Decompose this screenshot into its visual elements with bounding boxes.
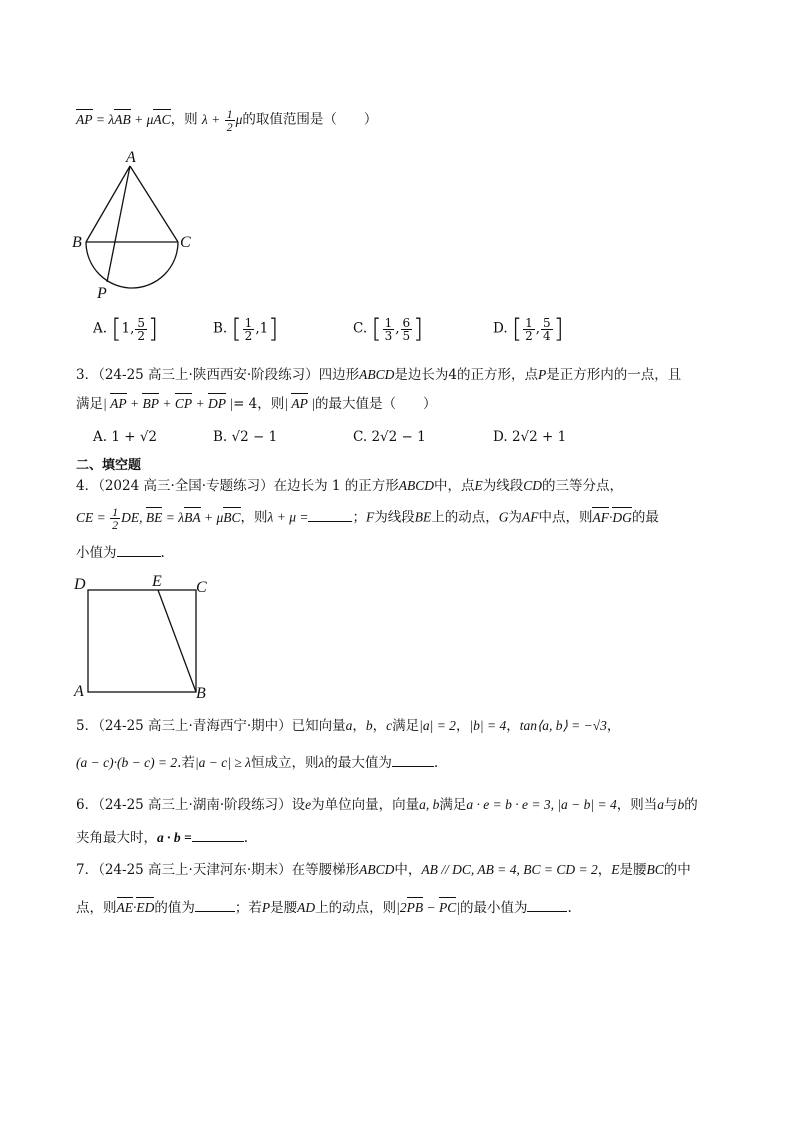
q5-vc: c	[386, 718, 393, 733]
q6-answer-blank[interactable]	[192, 827, 244, 842]
q7-line2a: 点，则	[76, 900, 117, 916]
q7-answer-blank-2[interactable]	[527, 897, 567, 912]
q4-label-e: E	[152, 573, 162, 590]
q4-condition: CE = $\frac{1}{2}$ DE, BE = λBA + μBC	[76, 505, 241, 532]
q4-line2-mid: ，则	[240, 509, 268, 526]
q4-answer-blank-2[interactable]	[117, 542, 161, 557]
q4-seg-af: AF	[521, 509, 539, 525]
q5-cond3: tan⟨a, b⟩ = −√3	[519, 718, 607, 733]
q4-point-g: G	[498, 509, 509, 525]
q6-text5: 与	[664, 797, 678, 813]
q7-line2b: 的值为	[154, 900, 195, 916]
q2-option-c[interactable]: C. [ $\frac{1}{3}$ , $\frac{6}{5}$ ]	[353, 314, 424, 344]
q3-vector-sum: | AP + BP + CP + DP |	[103, 396, 233, 411]
q7-line2f: 的最小值为	[459, 900, 528, 916]
q4-text2: 中，点	[434, 478, 475, 494]
q7-quad: ABCD	[359, 862, 395, 877]
q3-text3: 是正方形内的一点，且	[546, 367, 682, 383]
q2-line-ap	[107, 166, 130, 282]
q3-quad: ABCD	[359, 367, 395, 382]
q2-option-d-low-num: 1	[525, 315, 533, 330]
q3-line2a: 满足	[76, 396, 103, 412]
q4-line2	[76, 506, 659, 531]
q2-option-d[interactable]: D. [ $\frac{1}{2}$ , $\frac{5}{4}$ ]	[493, 314, 564, 344]
q5-number: 5．	[76, 718, 99, 734]
q6-text4: ，则当	[616, 797, 658, 813]
q4-source: （2024 高三·全国·专题练习）	[98, 478, 274, 494]
q2-stem	[76, 108, 377, 133]
q5-answer-blank[interactable]	[392, 752, 434, 767]
q2-option-c-high-num: 6	[402, 315, 411, 330]
q6-cond: a · e = b · e = 3, |a − b| = 4	[466, 797, 617, 812]
q5-va: a	[345, 718, 353, 733]
q4-line2-b: ；	[352, 509, 366, 526]
q3-number: 3．	[76, 367, 99, 383]
q7-text1: 在等腰梯形	[291, 862, 360, 878]
q2-option-b-label: B.	[213, 320, 228, 337]
q2-option-c-low-num: 1	[384, 315, 393, 330]
q6-line1	[76, 795, 698, 815]
q4-line2-d: 上的动点，	[431, 509, 499, 526]
q6-text1: 设	[291, 797, 306, 813]
q5-lambda: λ	[318, 755, 325, 770]
q2-option-c-label: C.	[353, 320, 368, 337]
q4-seg: CD	[523, 478, 543, 493]
q2-figure	[72, 148, 202, 303]
q3-line2c: 的最大值是（ ）	[314, 396, 437, 412]
q3-text1: 四边形	[318, 367, 360, 383]
q6-line2: 夹角最大时，a · b = .	[76, 827, 248, 848]
q4-text3: 为线段	[482, 478, 524, 494]
q6-line2a: 夹角最大时，	[76, 830, 157, 846]
q2-options	[93, 316, 693, 350]
q5-line2d: 恒成立，则	[251, 755, 319, 771]
q2-option-a-high-num: 5	[137, 315, 146, 330]
q2-line-ac	[130, 166, 178, 242]
q2-option-a-low: 1	[121, 320, 131, 337]
q4-label-a: A	[74, 683, 84, 700]
q2-option-d-low-den: 2	[525, 328, 533, 343]
q4-text1: 在边长为 1 的正方形	[273, 478, 399, 494]
q3-option-d[interactable]	[493, 427, 566, 447]
q4-line3-text: 小值为	[76, 545, 117, 561]
q2-label-b: B	[72, 234, 82, 251]
q7-seg: BC	[646, 862, 664, 877]
q6-source: （24-25 高三上·湖南·阶段练习）	[98, 797, 292, 813]
q4-line1	[76, 476, 623, 496]
q4-point-e: E	[474, 478, 483, 493]
q4-label-c: C	[196, 579, 207, 596]
q2-label-c: C	[180, 234, 191, 251]
q2-option-b-high: 1	[259, 320, 269, 337]
q2-option-d-high-den: 4	[543, 328, 551, 343]
q4-label-b: B	[196, 685, 206, 702]
q2-stem-mid: ，则	[170, 111, 198, 128]
q6-vab: a, b	[419, 797, 440, 812]
q5-text1: 已知向量	[291, 718, 346, 734]
q2-option-d-high-num: 5	[543, 315, 551, 330]
q4-line2-g: 的最	[631, 509, 659, 526]
q2-expr: λ + $\frac{1}{2}$ μ	[201, 107, 243, 134]
q7-dot-product: AE·ED	[117, 900, 155, 915]
q7-line2c: ；若	[234, 900, 262, 916]
q2-semicircle	[86, 242, 178, 288]
q6-ve: e	[305, 797, 312, 812]
q3-option-a[interactable]	[93, 427, 157, 447]
q3-option-d-value: 2√2 + 1	[511, 429, 567, 445]
q3-option-b-value: √2 − 1	[231, 429, 278, 445]
q3-line2	[76, 394, 436, 414]
q7-number: 7．	[76, 862, 99, 878]
q6-text6: 的	[684, 797, 698, 813]
q3-option-c-value: 2√2 − 1	[371, 429, 426, 445]
q7-line1	[76, 860, 691, 880]
q3-option-c[interactable]	[353, 427, 426, 447]
q3-line1	[76, 365, 681, 385]
q2-label-p: P	[97, 285, 107, 302]
q5-line2b: .若	[177, 755, 195, 771]
q2-line-ab	[86, 166, 130, 242]
q2-stem-end: 的取值范围是（ ）	[242, 111, 378, 128]
q4-square	[88, 590, 196, 692]
q4-line-eb	[158, 590, 196, 692]
q7-abs-expr: |2PB − PC|	[396, 900, 460, 915]
q4-text4: 的三等分点，	[542, 478, 624, 494]
q2-option-d-label: D.	[493, 320, 508, 337]
q2-label-a: A	[126, 149, 136, 166]
q6-number: 6．	[76, 797, 99, 813]
q7-text2: 中，	[394, 862, 422, 878]
q2-option-a[interactable]: A. [1, $\frac{5}{2}$ ]	[93, 314, 159, 344]
q3-line2b: = 4，则	[233, 396, 285, 412]
q7-source: （24-25 高三上·天津河东·期末）	[98, 862, 292, 878]
q4-line3: 小值为 .	[76, 542, 165, 563]
q2-option-c-high-den: 5	[402, 328, 411, 343]
q5-cond2: |b| = 4	[469, 718, 507, 733]
q4-answer-blank-1[interactable]	[308, 507, 352, 522]
q7-line2: 点，则AE·ED的值为 ；若P是腰AD上的动点，则|2PB − PC|的最小值为 .	[76, 897, 572, 918]
q5-line1: 5．（24-25 高三上·青海西宁·期中）已知向量a，b，c满足|a| = 2，|b| = 4，tan⟨a, b⟩ = −√3，	[76, 718, 621, 734]
q4-quad: ABCD	[398, 478, 434, 493]
q7-cond: AB // DC, AB = 4, BC = CD = 2	[421, 862, 598, 877]
q5-cond1: |a| = 2	[419, 718, 456, 733]
q6-va: a	[657, 797, 664, 812]
q4-lambda-mu: λ + μ =	[267, 509, 309, 525]
q5-line2a: (a − c)·(b − c) = 2	[76, 755, 178, 770]
q4-label-d: D	[74, 576, 86, 593]
section-title: 二、填空题	[76, 458, 142, 473]
q3-option-d-label: D.	[493, 429, 508, 445]
q7-text4: 是腰	[619, 862, 647, 878]
q2-option-a-label: A.	[93, 320, 108, 337]
q6-vb: b	[677, 797, 685, 812]
q6-line2b: a · b =	[157, 830, 192, 845]
q7-answer-blank-1[interactable]	[195, 897, 235, 912]
q4-seg-be: BE	[414, 509, 432, 525]
q3-source: （24-25 高三上·陕西西安·阶段练习）	[98, 367, 319, 383]
q7-line2d: 是腰	[270, 900, 298, 916]
q4-number: 4．	[76, 478, 99, 494]
q2-option-c-low-den: 3	[384, 328, 393, 343]
q4-figure	[72, 572, 212, 702]
q6-text2: 为单位向量，向量	[311, 797, 420, 813]
q4-line2-e: 为	[508, 509, 522, 526]
q2-vector-equation: AP = λAB + μAC	[76, 112, 171, 127]
q5-line2: (a − c)·(b − c) = 2.若|a − c| ≥ λ恒成立，则λ的最大值为 .	[76, 752, 438, 773]
q3-options	[93, 427, 693, 449]
q3-option-b-label: B.	[213, 429, 228, 445]
q3-option-a-label: A.	[93, 429, 108, 445]
q6-text3: 满足	[439, 797, 467, 813]
q4-line2-f: 中点，则	[538, 509, 593, 526]
q5-text2: 满足	[392, 718, 420, 734]
q4-dot-product: AF·DG	[592, 510, 631, 525]
q2-option-b-low-num: 1	[244, 315, 253, 330]
q3-point: P	[537, 367, 547, 382]
q3-abs-ap: | AP |	[284, 396, 315, 411]
q3-option-b[interactable]	[213, 427, 277, 447]
q4-point-f: F	[365, 509, 375, 525]
q3-text2: 是边长为4的正方形，点	[394, 367, 538, 383]
q7-point-e: E	[611, 862, 620, 877]
q7-text3: ，	[597, 862, 612, 878]
q2-option-a-high-den: 2	[137, 328, 146, 343]
q7-text5: 的中	[663, 862, 691, 878]
q5-source: （24-25 高三上·青海西宁·期中）	[98, 718, 292, 734]
q4-line2-c: 为线段	[374, 509, 415, 526]
q2-option-b[interactable]: B. [ $\frac{1}{2}$ ,1]	[213, 314, 279, 344]
q5-line2c: |a − c| ≥ λ	[194, 755, 251, 770]
q2-option-b-low-den: 2	[244, 328, 253, 343]
q7-line2e: 上的动点，则	[315, 900, 397, 916]
q3-option-c-label: C.	[353, 429, 368, 445]
q7-seg-ad: AD	[297, 900, 316, 915]
q7-point-p: P	[261, 900, 271, 915]
q5-line2e: 的最大值为	[324, 755, 392, 771]
q5-vb: b	[365, 718, 373, 733]
q3-option-a-value: 1 + √2	[111, 429, 158, 445]
